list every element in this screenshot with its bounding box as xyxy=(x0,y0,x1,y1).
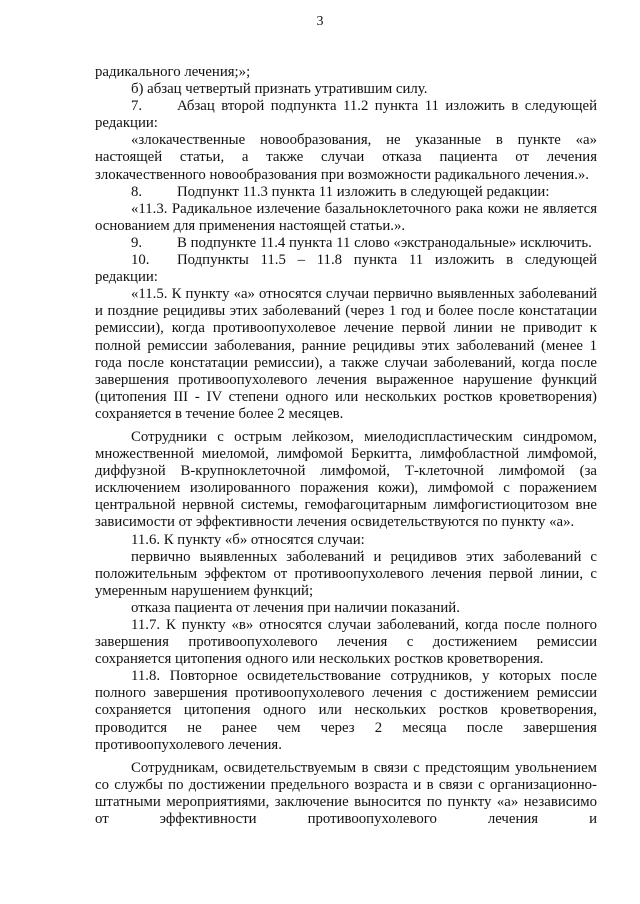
paragraph-text: радикального лечения;»; xyxy=(95,64,251,80)
paragraph-text: б) абзац четвертый признать утратившим силу. xyxy=(131,81,428,98)
paragraph-text: Подпункт 11.3 пункта 11 изложить в следующей редакции: xyxy=(177,183,550,200)
paragraph xyxy=(95,600,597,617)
paragraph-text: В подпункте 11.4 пункта 11 слово «экстранодальные» исключить. xyxy=(177,234,592,251)
page-number: 3 xyxy=(316,14,324,29)
paragraph xyxy=(95,429,597,532)
item-number: 7. xyxy=(131,98,143,115)
paragraph xyxy=(95,760,597,828)
paragraph-text: «11.5. К пункту «а» относятся случаи первично выявленных заболеваний и поздние рецидивы этих заболеваний (через 1 год и более после констатации ремиссии), когда противоопухолевое лечение первой линии не приводит к полной ремиссии заболевания, ранние рецидивы этих заболеваний (менее 1 года после констатации ремиссии), а также случаи заболеваний, когда после завершения противоопухолевого лечения выраженное нарушение функций (цитопения III - IV степени одного или нескольких ростков кроветворения) сохраняется в течение более 2 месяцев. xyxy=(95,286,597,422)
paragraph-text: «11.3. Радикальное излечение базальноклеточного рака кожи не является основанием для применения настоящей статьи.». xyxy=(95,200,597,234)
item-number: 8. xyxy=(131,183,143,200)
paragraph xyxy=(95,532,597,549)
paragraph xyxy=(95,617,597,668)
paragraph xyxy=(95,132,597,183)
paragraph-text: первично выявленных заболеваний и рецидивов этих заболеваний с положительным эффектом от противоопухолевого лечения первой линии, с умеренным нарушением функций; xyxy=(95,548,597,599)
paragraph-text: отказа пациента от лечения при наличии показаний. xyxy=(131,599,460,616)
paragraph-text: 11.8. Повторное освидетельствование сотрудников, у которых после полного завершения противоопухолевого лечения с достижением ремиссии сохраняется цитопения одного или нескольких ростков кроветворения, проводится не ранее чем через 2 месяца после завершения противоопухолевого лечения. xyxy=(95,668,597,753)
paragraph xyxy=(95,668,597,753)
paragraph xyxy=(95,252,597,286)
paragraph xyxy=(95,235,597,252)
paragraph-text: 11.6. К пункту «б» относятся случаи: xyxy=(131,531,365,548)
paragraph-text: Подпункты 11.5 – 11.8 пункта 11 изложить в следующей редакции: xyxy=(95,252,597,286)
paragraph xyxy=(95,286,597,423)
paragraph-text: «злокачественные новообразования, не указанные в пункте «а» настоящей статьи, а также случаи отказа пациента от лечения злокачественного новообразования при возможности радикального лечения.». xyxy=(95,132,597,183)
paragraph xyxy=(95,81,597,98)
document-body xyxy=(95,64,597,828)
paragraph xyxy=(95,184,597,201)
paragraph-text: Сотрудникам, освидетельствуемым в связи с предстоящим увольнением со службы по достижении предельного возраста и в связи с организационно-штатными мероприятиями, заключение выносится по пункту «а» независимо от эффективности противоопухолевого лечения и xyxy=(95,759,597,828)
paragraph xyxy=(95,201,597,235)
paragraph-text: Сотрудники с острым лейкозом, миелодиспластическим синдромом, множественной миеломой, лимфомой Беркитта, лимфобластной лимфомой, диффузной В-крупноклеточной лимфомой, Т-клеточной лимфомой (за исключением изолированного поражения кожи), лимфомой с поражением центральной нервной системы, гемофагоцитарным лимфогистиоцитозом вне зависимости от эффективности лечения освидетельствуются по пункту «а». xyxy=(95,428,597,531)
item-number: 9. xyxy=(131,234,143,251)
paragraph-text: 11.7. К пункту «в» относятся случаи заболеваний, когда после полного завершения противоопухолевого лечения с достижением ремиссии сохраняется цитопения одного или нескольких ростков кроветворения. xyxy=(95,617,597,668)
paragraph xyxy=(95,98,597,132)
paragraph xyxy=(95,549,597,600)
paragraph-text: Абзац второй подпункта 11.2 пункта 11 изложить в следующей редакции: xyxy=(95,98,597,132)
item-number: 10. xyxy=(131,252,150,269)
paragraph xyxy=(95,64,597,81)
